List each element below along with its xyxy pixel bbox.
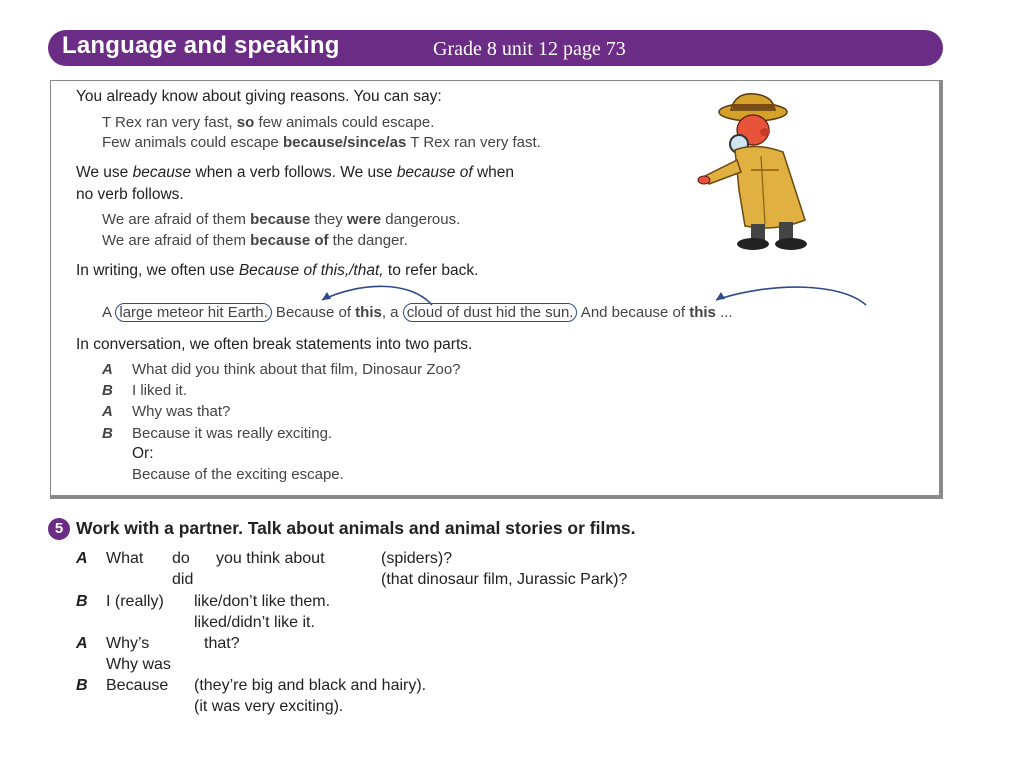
detective-illustration-icon — [695, 90, 855, 255]
exercise-number: 5 — [48, 518, 70, 540]
circled-phrase-2: cloud of dust hid the sun. — [403, 303, 578, 322]
conversation-rule: In conversation, we often break statements into two parts. — [76, 336, 473, 353]
exercise-word: do — [172, 550, 190, 567]
exercise-word: What — [106, 550, 144, 567]
exercise-word: Because — [106, 677, 169, 694]
exercise-word: I (really) — [106, 593, 164, 610]
exercise-word: like/don’t like them. — [194, 593, 331, 610]
exercise-word: (that dinosaur film, Jurassic Park)? — [381, 571, 628, 588]
alternative-answer: Because of the exciting escape. — [132, 466, 344, 483]
writing-rule: In writing, we often use Because of this,/that, to refer back. — [76, 262, 479, 279]
exercise-word: liked/didn’t like it. — [194, 614, 315, 631]
exercise-word: did — [172, 571, 194, 588]
page-reference: Grade 8 unit 12 page 73 — [433, 38, 626, 60]
intro-text: You already know about giving reasons. You can say: — [76, 88, 442, 105]
section-title: Language and speaking — [62, 32, 340, 59]
dialogue-line: B Because it was really exciting. — [102, 425, 333, 442]
dialogue-line: A Why was that? — [102, 403, 231, 420]
exercise-line: A — [76, 550, 88, 567]
exercise-line: A — [76, 635, 88, 652]
exercise-word: Why was — [106, 656, 171, 673]
exercise-line: B — [76, 677, 88, 694]
example-so: T Rex ran very fast, so few animals could escape. — [102, 114, 435, 131]
exercise-instruction: 5 Work with a partner. Talk about animals and animal stories or films. — [48, 518, 636, 540]
or-label: Or: — [132, 445, 154, 462]
exercise-word: you think about — [216, 550, 325, 567]
exercise-word: (they’re big and black and hairy). — [194, 677, 427, 694]
exercise-word: (spiders)? — [381, 550, 453, 567]
exercise-word: Why’s — [106, 635, 150, 652]
rule-line-1: We use because when a verb follows. We use because of when — [76, 164, 515, 181]
exercise-word: that? — [204, 635, 240, 652]
exercise-line: B — [76, 593, 88, 610]
rule-line-2: no verb follows. — [76, 186, 184, 203]
circled-phrase-1: large meteor hit Earth. — [115, 303, 271, 322]
section-header — [48, 30, 943, 66]
dialogue-line: A What did you think about that film, Dinosaur Zoo? — [102, 361, 461, 378]
dialogue-line: B I liked it. — [102, 382, 188, 399]
example-because-of: We are afraid of them because of the danger. — [102, 232, 408, 249]
exercise-word: (it was very exciting). — [194, 698, 344, 715]
example-because-since-as: Few animals could escape because/since/as T Rex ran very fast. — [102, 134, 541, 151]
example-because: We are afraid of them because they were dangerous. — [102, 211, 461, 228]
linked-sentences: A large meteor hit Earth. Because of this, a cloud of dust hid the sun. And because of this ... — [102, 304, 733, 321]
